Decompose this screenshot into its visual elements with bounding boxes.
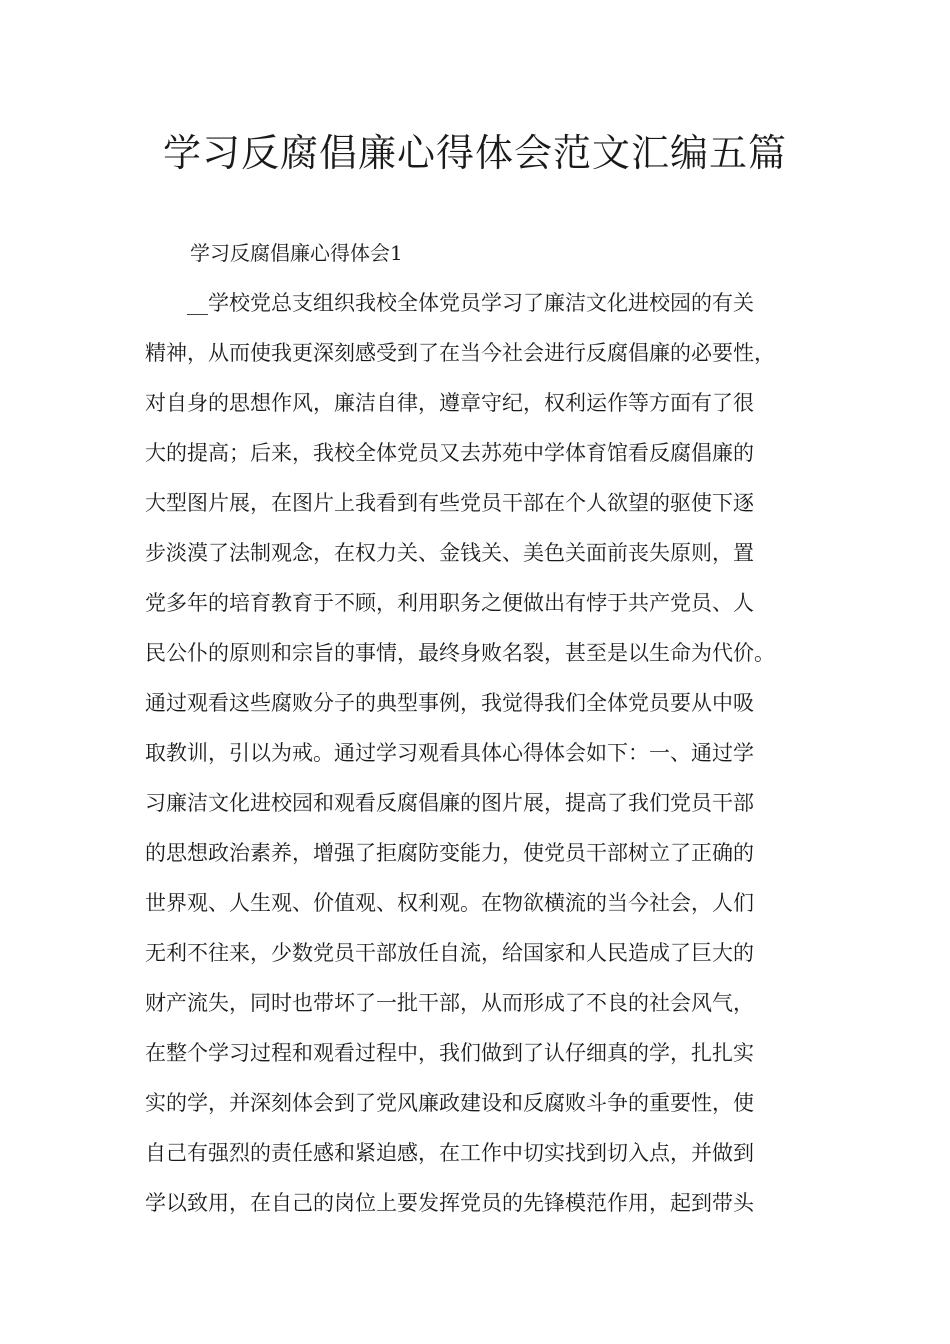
body-text	[145, 285, 825, 1235]
body-line: 在整个学习过程和观看过程中，我们做到了认仔细真的学，扎扎实	[145, 1041, 754, 1065]
document-title: 学习反腐倡廉心得体会范文汇编五篇	[162, 131, 787, 175]
body-line: 自己有强烈的责任感和紧迫感，在工作中切实找到切入点，并做到	[145, 1141, 754, 1165]
body-line: 财产流失，同时也带坏了一批干部，从而形成了不良的社会风气，	[145, 991, 754, 1015]
section-heading: 学习反腐倡廉心得体会1	[190, 241, 403, 265]
body-line: 世界观、人生观、价值观、权利观。在物欲横流的当今社会，人们	[145, 891, 754, 915]
body-line: 学以致用，在自己的岗位上要发挥党员的先锋模范作用，起到带头	[145, 1191, 754, 1215]
body-line: 大型图片展，在图片上我看到有些党员干部在个人欲望的驱使下逐	[145, 491, 754, 515]
body-line: 通过观看这些腐败分子的典型事例，我觉得我们全体党员要从中吸	[145, 691, 754, 715]
body-line: 民公仆的原则和宗旨的事情，最终身败名裂，甚至是以生命为代价。	[145, 641, 775, 665]
body-line: 步淡漠了法制观念，在权力关、金钱关、美色关面前丧失原则，置	[145, 541, 754, 565]
body-line: 无利不往来，少数党员干部放任自流，给国家和人民造成了巨大的	[145, 941, 754, 965]
body-line: 精神，从而使我更深刻感受到了在当今社会进行反腐倡廉的必要性，	[145, 341, 775, 365]
body-line: __学校党总支组织我校全体党员学习了廉洁文化进校园的有关	[187, 291, 754, 315]
body-line: 的思想政治素养，增强了拒腐防变能力，使党员干部树立了正确的	[145, 841, 754, 865]
body-line: 对自身的思想作风，廉洁自律，遵章守纪，权利运作等方面有了很	[145, 391, 754, 415]
body-line: 实的学，并深刻体会到了党风廉政建设和反腐败斗争的重要性，使	[145, 1091, 754, 1115]
body-line: 党多年的培育教育于不顾，利用职务之便做出有悖于共产党员、人	[145, 591, 754, 615]
body-line: 大的提高；后来，我校全体党员又去苏苑中学体育馆看反腐倡廉的	[145, 441, 754, 465]
body-line: 习廉洁文化进校园和观看反腐倡廉的图片展，提高了我们党员干部	[145, 791, 754, 815]
body-line: 取教训，引以为戒。通过学习观看具体心得体会如下：一、通过学	[145, 741, 754, 765]
